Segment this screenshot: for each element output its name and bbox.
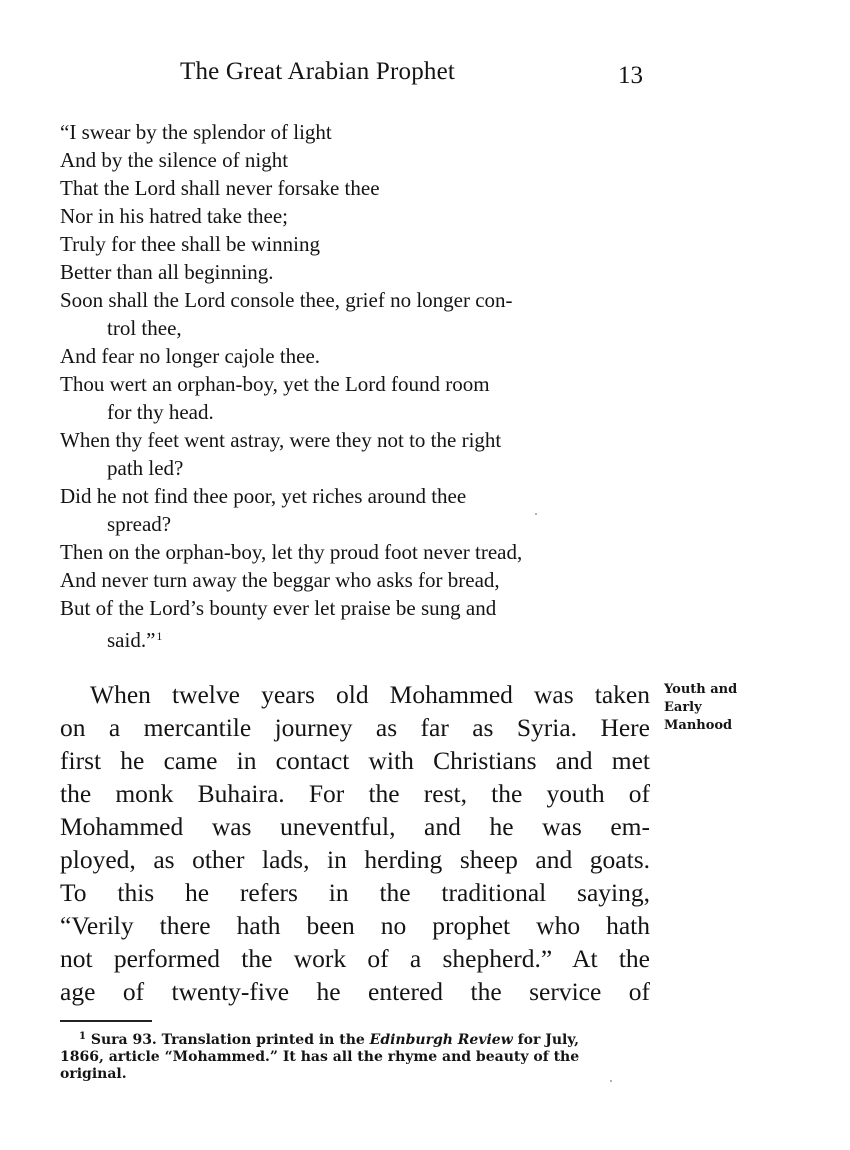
footnote: [60, 1028, 652, 1083]
poem-continuation-text: trol thee,: [107, 316, 182, 340]
print-speck: [535, 513, 537, 515]
poem-line: Thou wert an orphan-boy, yet the Lord found room: [60, 372, 490, 396]
footnote-marker: 1: [79, 1031, 86, 1042]
page-number: 13: [618, 62, 643, 89]
poem-line: And by the silence of night: [60, 148, 289, 172]
footnote-line: original.: [60, 1066, 127, 1082]
paragraph-line: first he came in contact with Christians and met: [60, 746, 650, 775]
paragraph-line: Mohammed was uneventful, and he was em-: [60, 812, 650, 841]
paragraph-line: When twelve years old Mohammed was taken: [90, 680, 650, 709]
paragraph-line: age of twenty-five he entered the service of: [60, 977, 650, 1006]
poem-line-continuation: [60, 510, 660, 538]
footnote-rule: [60, 1020, 152, 1022]
running-header-title: The Great Arabian Prophet: [180, 58, 456, 85]
poem-line-continuation: [60, 398, 660, 426]
poem-line: Better than all beginning.: [60, 260, 274, 284]
poem-line-continuation: [60, 314, 660, 342]
poem-continuation-text: for thy head.: [107, 400, 214, 424]
margin-note-line: Manhood: [664, 718, 733, 733]
poem-line: When thy feet went astray, were they not to the right: [60, 428, 502, 452]
paragraph-line: not performed the work of a shepherd.” At the: [60, 944, 650, 973]
poem-line: “I swear by the splendor of light: [60, 120, 332, 144]
margin-note-line: Youth and: [664, 682, 738, 697]
poem-line: Truly for thee shall be winning: [60, 232, 320, 256]
footnote-text: for July,: [512, 1032, 580, 1048]
margin-note: [664, 681, 774, 735]
poem-line: But of the Lord’s bounty ever let praise be sung and: [60, 596, 497, 620]
paragraph-line: on a mercantile journey as far as Syria. Here: [60, 713, 650, 742]
footnote-journal-title: Edinburgh Review: [369, 1032, 513, 1048]
paragraph-line: “Verily there hath been no prophet who hath: [60, 911, 650, 940]
poem-line: And fear no longer cajole thee.: [60, 344, 321, 368]
poem-line: Did he not find thee poor, yet riches around thee: [60, 484, 467, 508]
margin-note-line: Early: [664, 700, 702, 715]
poem-line: And never turn away the beggar who asks for bread,: [60, 568, 500, 592]
footnote-reference: 1: [156, 629, 163, 643]
paragraph-line: ployed, as other lads, in herding sheep and goats.: [60, 845, 650, 874]
poem-line: That the Lord shall never forsake thee: [60, 176, 380, 200]
paragraph-line: To this he refers in the traditional saying,: [60, 878, 650, 907]
poem-continuation-text: spread?: [107, 512, 172, 536]
paragraph-line: the monk Buhaira. For the rest, the youth of: [60, 779, 650, 808]
footnote-text: Sura 93. Translation printed in the: [85, 1032, 370, 1048]
print-speck: [610, 1080, 612, 1082]
poem-line-continuation: [60, 454, 660, 482]
body-paragraph: [60, 678, 650, 1008]
footnote-line: [60, 1028, 652, 1049]
poem-line: Soon shall the Lord console thee, grief no longer con-: [60, 288, 513, 312]
poem-line: Nor in his hatred take thee;: [60, 204, 289, 228]
poem-continuation-text: path led?: [107, 456, 184, 480]
poem-line-continuation: [60, 622, 660, 654]
poem-line: Then on the orphan-boy, let thy proud foot never tread,: [60, 540, 523, 564]
poem-continuation-text: said.”: [107, 628, 156, 652]
footnote-line: 1866, article “Mohammed.” It has all the rhyme and beauty of the: [60, 1049, 580, 1065]
poem-block: [60, 118, 660, 654]
